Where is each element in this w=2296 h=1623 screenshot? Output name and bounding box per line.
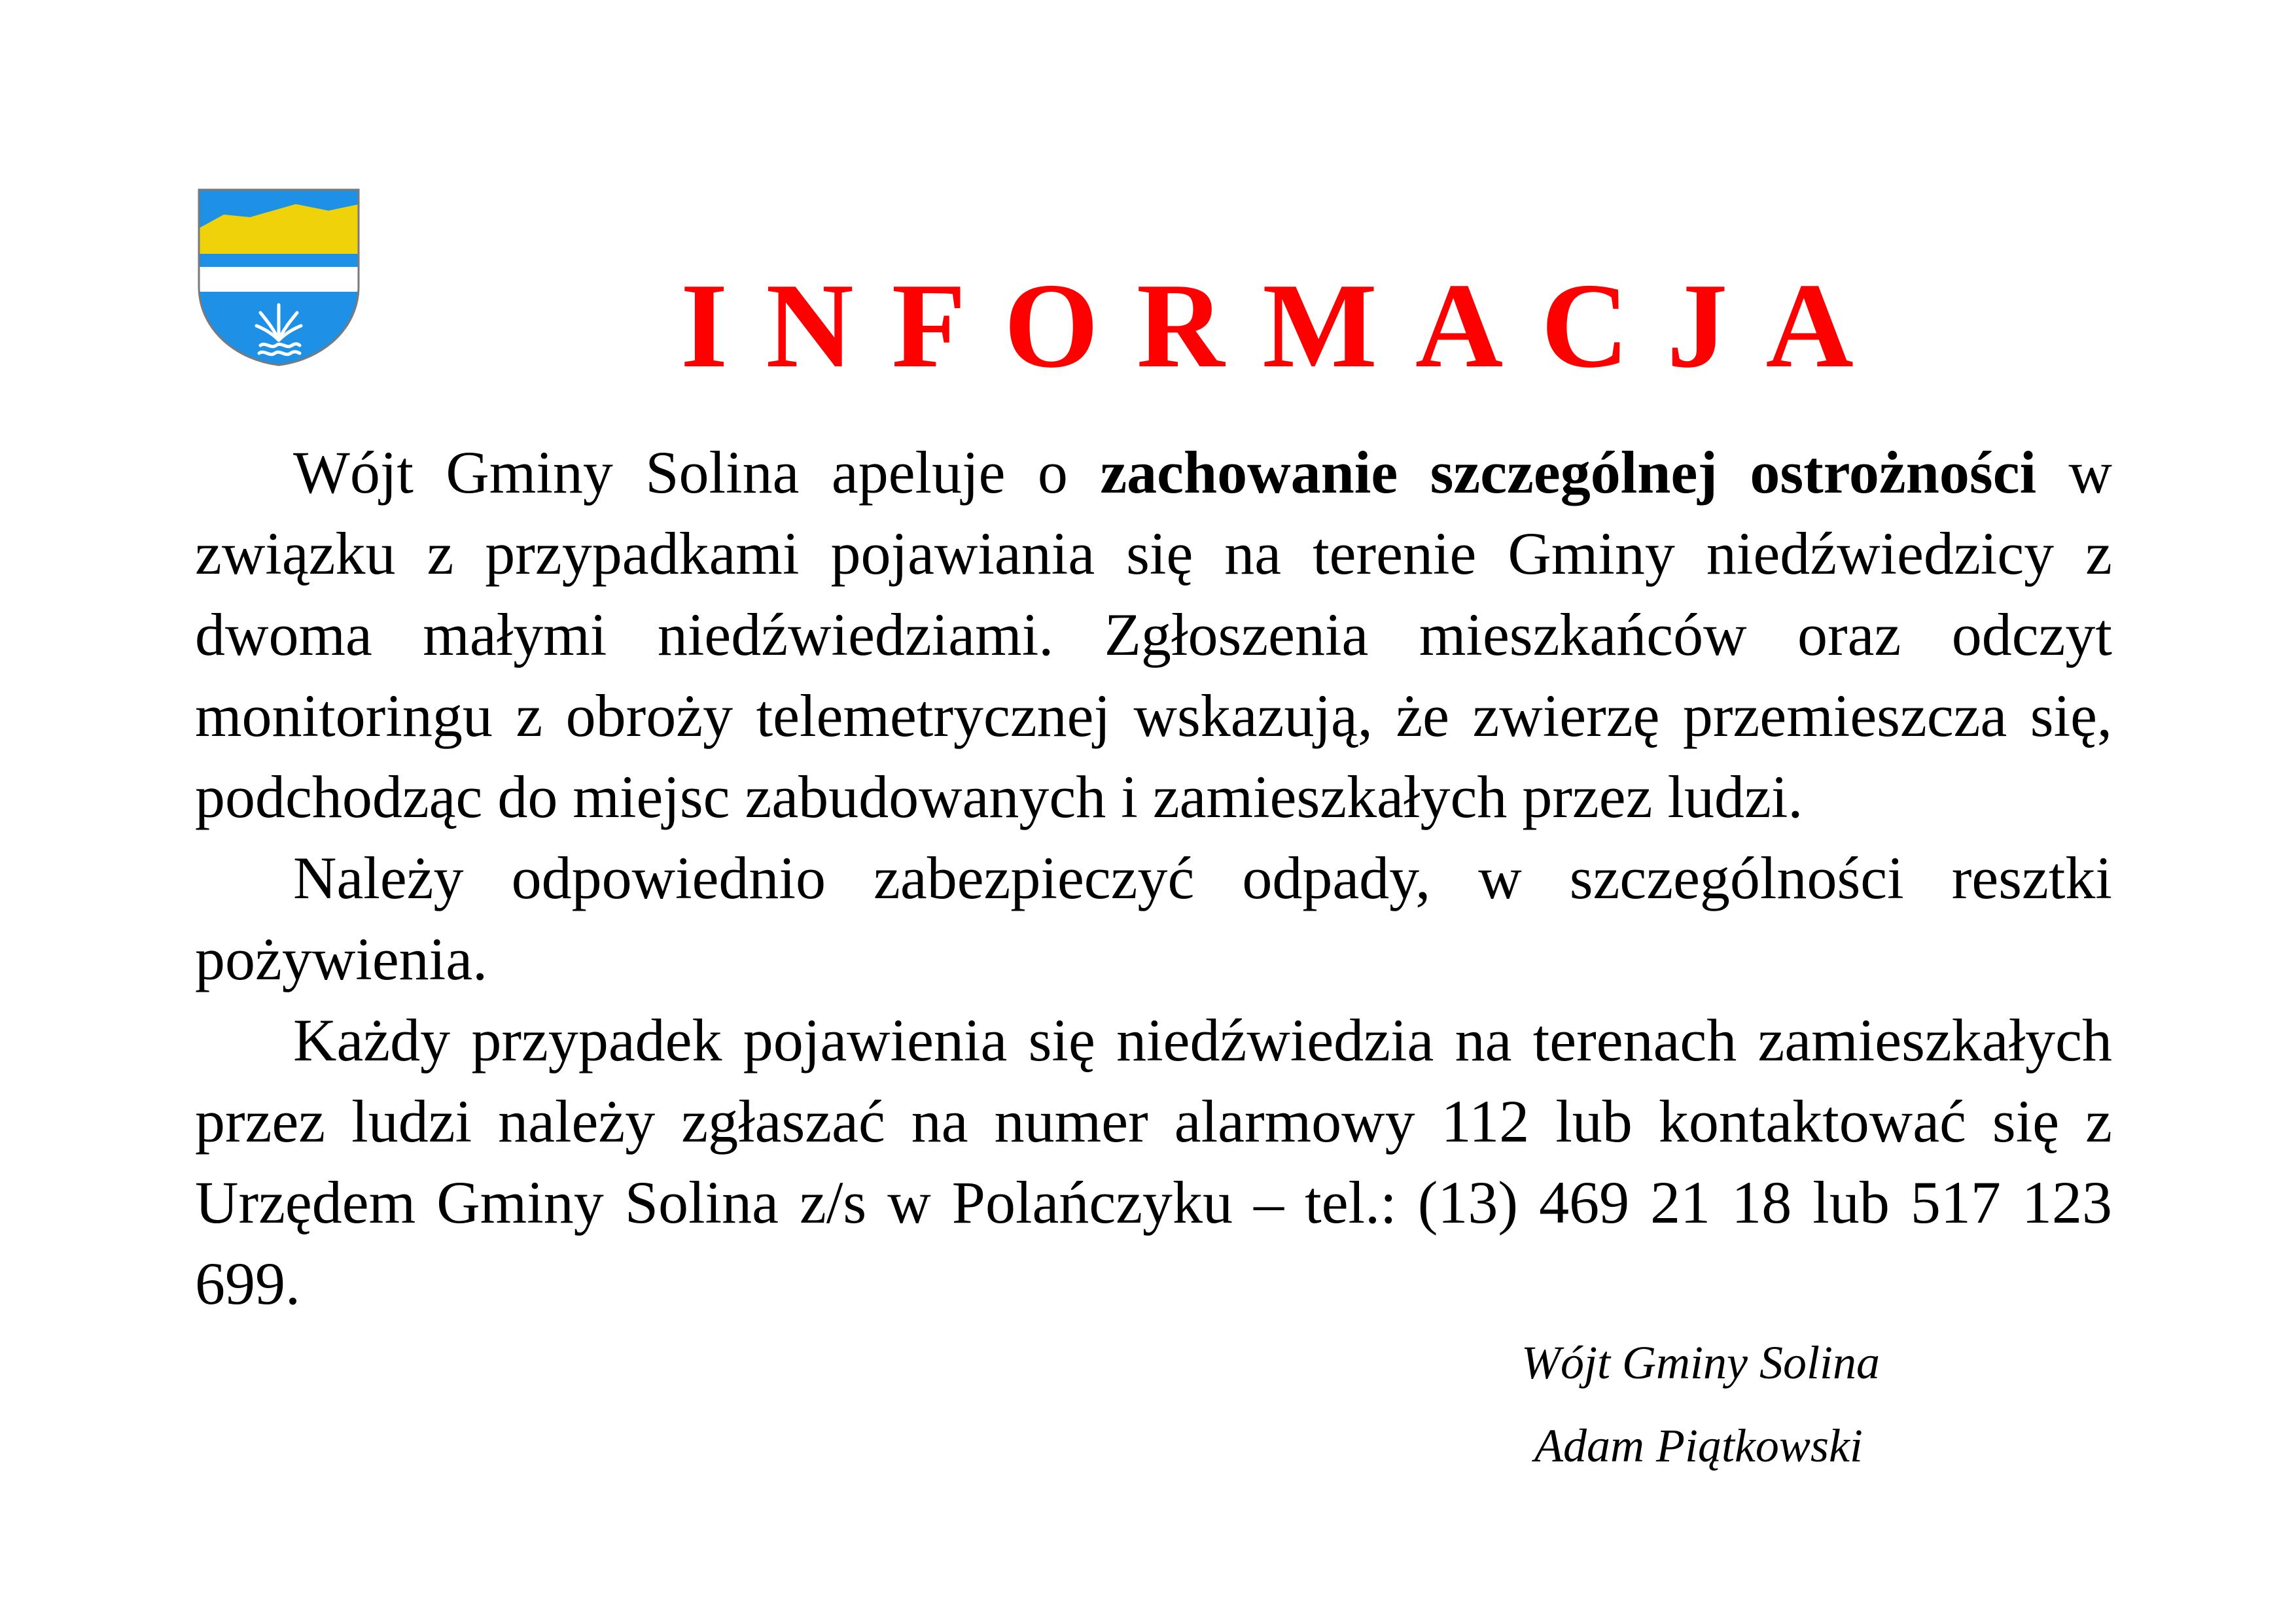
paragraph-waste: Należy odpowiednio zabezpieczyć odpady, w szczególności resztki pożywienia. [195, 845, 2112, 992]
signature-name: Adam Piątkowski [1534, 1420, 1863, 1472]
coat-white-band [198, 267, 360, 292]
paragraph-contact: Każdy przypadek pojawienia się niedźwiedzia na terenach zamieszkałych przez ludzi należy zgłaszać na numer alarmowy 112 lub kontaktować się z Urzędem Gminy Solina z/s w Polańczyku – tel.: (13) 469 21 18 lub 517 123 699. [195, 1007, 2112, 1317]
notice-body [195, 432, 2112, 1324]
coat-of-arms-icon [198, 188, 360, 366]
warning-lead: Wójt Gminy Solina apeluje o [293, 439, 1101, 506]
signature-title: Wójt Gminy Solina [1521, 1336, 1880, 1389]
paragraph-warning [195, 432, 2112, 837]
warning-rest: w związku z przypadkami pojawiania się na terenie Gminy niedźwiedzicy z dwoma małymi niedźwiedziami. Zgłoszenia mieszkańców oraz odczyt monitoringu z obroży telemetrycznej wskazują, że zwierzę przemieszcza się, podchodząc do miejsc zabudowanych i zamieszkałych przez ludzi. [195, 439, 2112, 830]
coat-blue-band [198, 254, 360, 267]
warning-emphasis: zachowanie szczególnej ostrożności [1100, 439, 2037, 506]
page-title: INFORMACJA [680, 258, 1892, 393]
